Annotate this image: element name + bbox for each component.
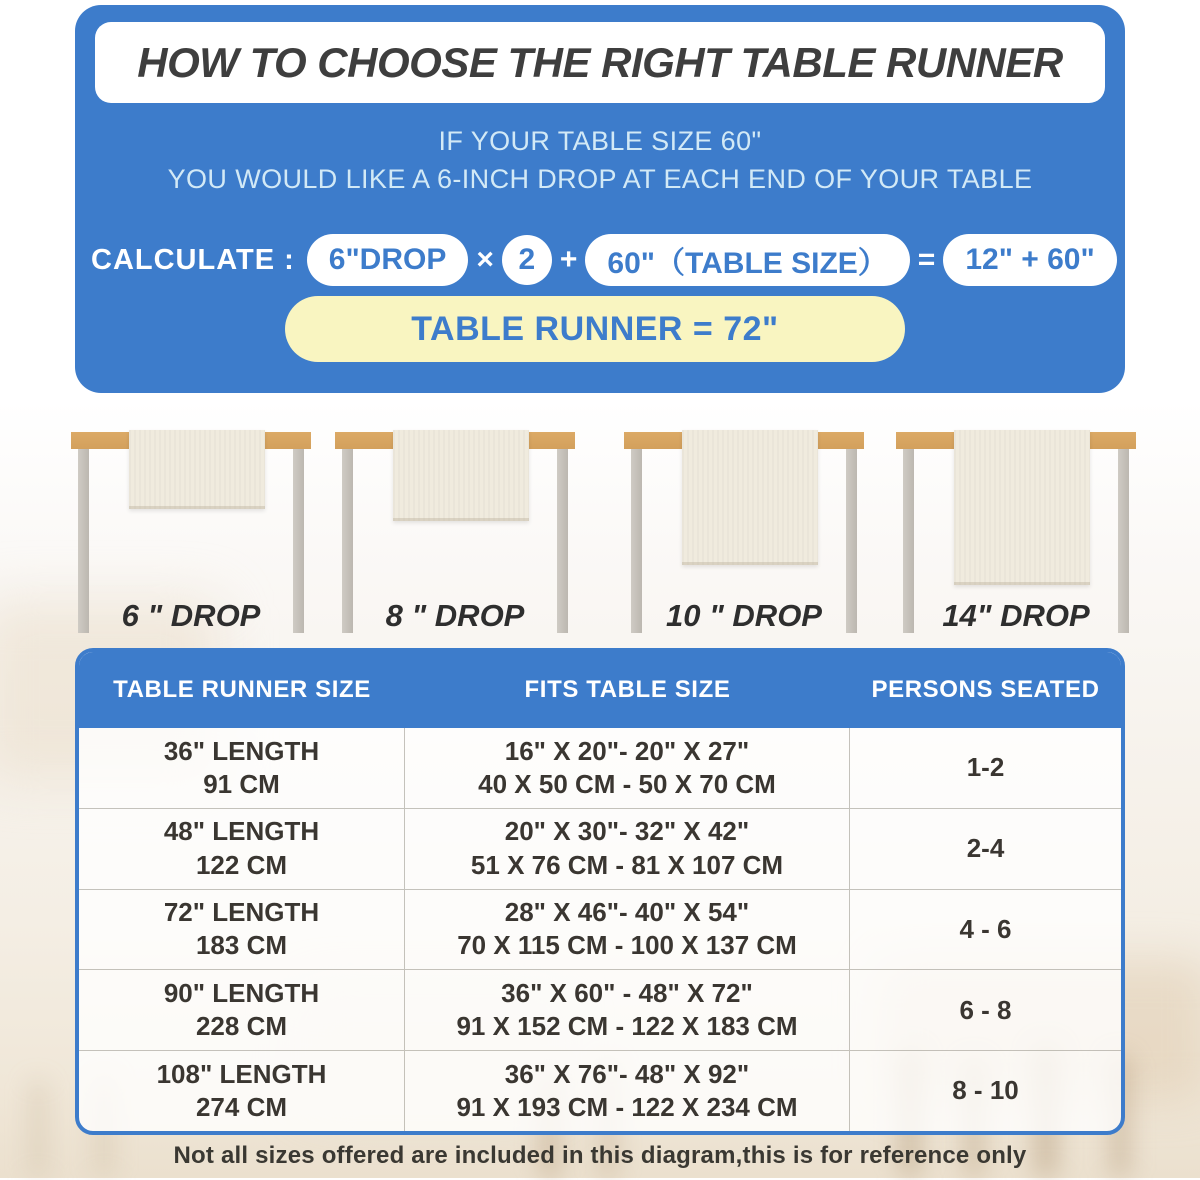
- size-table-header: [79, 652, 1121, 728]
- fits-size-cell: 36" X 76"- 48" X 92" 91 X 193 CM - 122 X 234 CM: [405, 1051, 850, 1131]
- persons-cell: 8 - 10: [952, 1075, 1019, 1106]
- runner-size-cell: 90" LENGTH 228 CM: [79, 970, 405, 1050]
- runner-cloth: [129, 430, 265, 509]
- runner-cloth: [954, 430, 1090, 585]
- hero-panel: [75, 5, 1125, 393]
- table-row: [79, 1050, 1121, 1131]
- plus-sign: +: [559, 243, 578, 276]
- header-cell-fits-size: FITS TABLE SIZE: [524, 676, 731, 703]
- equals-sign: =: [917, 243, 936, 276]
- persons-cell: 6 - 8: [959, 994, 1012, 1025]
- table-row: [79, 889, 1121, 970]
- title-box: [95, 22, 1105, 103]
- sum-pill: 12" + 60": [943, 234, 1116, 286]
- table-figure-10in: [624, 430, 864, 642]
- result-pill: TABLE RUNNER = 72": [285, 296, 905, 362]
- runner-size-cell: 108" LENGTH 274 CM: [79, 1051, 405, 1131]
- page-title: HOW TO CHOOSE THE RIGHT TABLE RUNNER: [137, 38, 1063, 86]
- fits-size-cell: 16" X 20"- 20" X 27" 40 X 50 CM - 50 X 70 CM: [405, 728, 850, 808]
- calculation-row: [75, 234, 1125, 286]
- drop-figures-row: [0, 430, 1200, 642]
- multiply-sign: ×: [476, 243, 494, 276]
- drop-value-pill: 6"DROP: [307, 234, 469, 286]
- runner-size-cell: 48" LENGTH 122 CM: [79, 809, 405, 889]
- fits-size-cell: 20" X 30"- 32" X 42" 51 X 76 CM - 81 X 107 CM: [405, 809, 850, 889]
- footer-note: Not all sizes offered are included in this diagram,this is for reference only: [173, 1142, 1027, 1169]
- runner-size-cell: 72" LENGTH 183 CM: [79, 890, 405, 970]
- fits-size-cell: 36" X 60" - 48" X 72" 91 X 152 CM - 122 X 183 CM: [405, 970, 850, 1050]
- header-cell-runner-size: TABLE RUNNER SIZE: [113, 676, 371, 703]
- runner-cloth: [682, 430, 818, 565]
- runner-size-cell: 36" LENGTH 91 CM: [79, 728, 405, 808]
- calculate-label: CALCULATE :: [91, 243, 295, 276]
- subtitle-line-1: IF YOUR TABLE SIZE 60": [438, 126, 762, 156]
- persons-cell: 2-4: [966, 833, 1005, 864]
- drop-label: 6 " DROP: [121, 598, 261, 633]
- drop-label: 10 " DROP: [666, 598, 822, 633]
- drop-label: 14" DROP: [942, 598, 1090, 633]
- table-row: [79, 808, 1121, 889]
- table-figure-14in: [896, 430, 1136, 642]
- header-cell-persons: PERSONS SEATED: [871, 676, 1100, 703]
- size-table-panel: [75, 648, 1125, 1135]
- size-table-body: [79, 728, 1121, 1131]
- table-figure-8in: [335, 430, 575, 642]
- factor-pill: 2: [502, 235, 552, 285]
- table-row: [79, 728, 1121, 808]
- subtitle-line-2: YOU WOULD LIKE A 6-INCH DROP AT EACH END OF YOUR TABLE: [167, 164, 1033, 194]
- drop-label: 8 " DROP: [385, 598, 525, 633]
- table-row: [79, 969, 1121, 1050]
- table-size-pill: 60"（TABLE SIZE）: [585, 234, 909, 286]
- persons-cell: 1-2: [966, 752, 1005, 783]
- persons-cell: 4 - 6: [959, 913, 1012, 944]
- table-figure-6in: [71, 430, 311, 642]
- fits-size-cell: 28" X 46"- 40" X 54" 70 X 115 CM - 100 X 137 CM: [405, 890, 850, 970]
- runner-cloth: [393, 430, 529, 521]
